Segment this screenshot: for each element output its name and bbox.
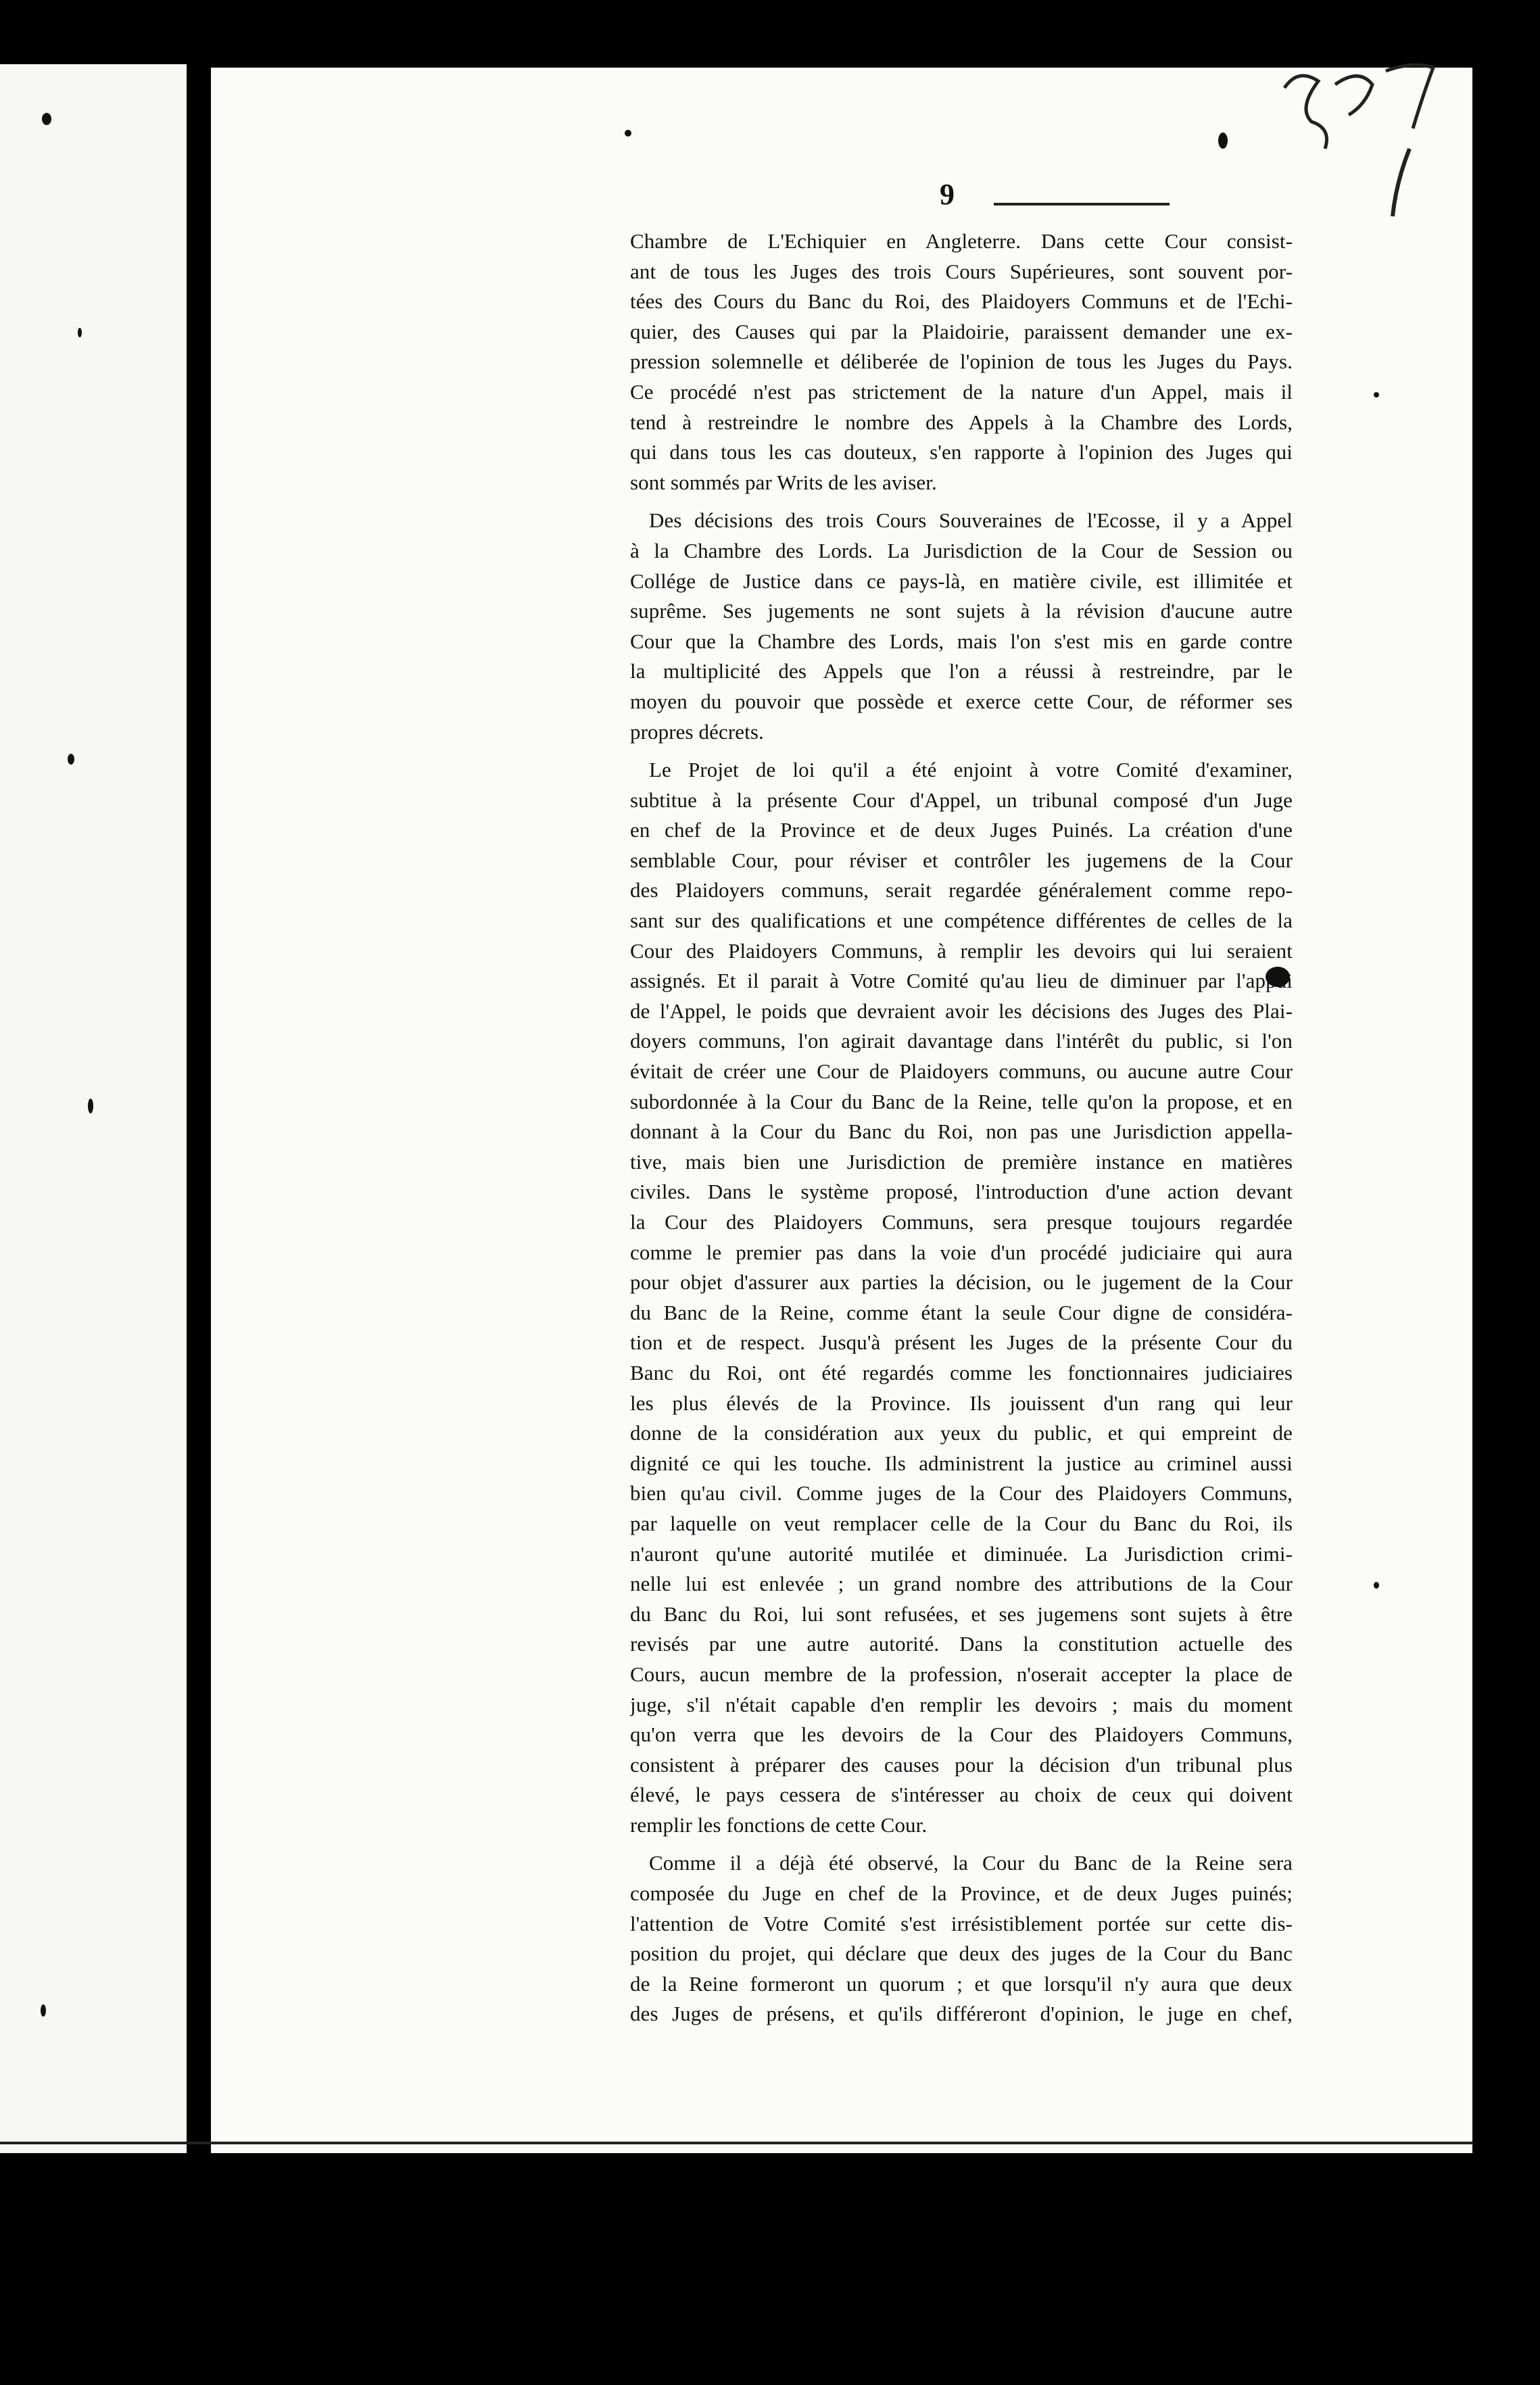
text-line: semblable Cour, pour réviser et contrôler les jugemens de la Cour xyxy=(630,848,1293,872)
text-line: dignité ce qui les touche. Ils administrent la justice au criminel aussi xyxy=(630,1451,1293,1475)
text-line: la multiplicité des Appels que l'on a réussi à restreindre, par le xyxy=(630,659,1293,683)
text-line: doyers communs, l'on agirait davantage dans l'intérêt du public, si l'on xyxy=(630,1029,1293,1053)
text-line: sant sur des qualifications et une compétence différentes de celles de la xyxy=(630,909,1293,933)
text-line: en chef de la Province et de deux Juges Puinés. La création d'une xyxy=(630,818,1293,842)
text-line: Cours, aucun membre de la profession, n'oserait accepter la place de xyxy=(630,1662,1293,1686)
paragraph-2 xyxy=(630,506,1293,747)
text-line: Ce procédé n'est pas strictement de la nature d'un Appel, mais il xyxy=(630,379,1293,404)
handwritten-folio-number xyxy=(1271,47,1453,223)
text-line: subordonnée à la Cour du Banc de la Reine, telle qu'on la propose, et en xyxy=(630,1089,1293,1113)
paragraph-1 xyxy=(630,226,1293,498)
text-line: Le Projet de loi qu'il a été enjoint à votre Comité d'examiner, xyxy=(649,758,1293,782)
text-line: nelle lui est enlevée ; un grand nombre des attributions de la Cour xyxy=(630,1572,1293,1596)
text-line: juge, s'il n'était capable d'en remplir les devoirs ; mais du moment xyxy=(630,1692,1293,1716)
facing-page-edge xyxy=(0,64,187,2153)
text-line: assignés. Et il parait à Votre Comité qu'au lieu de diminuer par l'appui xyxy=(630,969,1293,993)
text-line: Chambre de L'Echiquier en Angleterre. Dans cette Cour consist- xyxy=(630,229,1293,253)
text-line: quier, des Causes qui par la Plaidoirie, paraissent demander une ex- xyxy=(630,319,1293,343)
page-number: 9 xyxy=(940,178,955,211)
text-line: consistent à préparer des causes pour la décision d'un tribunal plus xyxy=(630,1752,1293,1777)
text-line: du Banc du Roi, lui sont refusées, et ses jugemens sont sujets à être xyxy=(630,1601,1293,1626)
text-line: civiles. Dans le système proposé, l'introduction d'une action devant xyxy=(630,1180,1293,1204)
text-line: du Banc de la Reine, comme étant la seule Cour digne de considéra- xyxy=(630,1300,1293,1324)
text-line: à la Chambre des Lords. La Jurisdiction de la Cour de Session ou xyxy=(630,538,1293,562)
text-line: Banc du Roi, ont été regardés comme les fonctionnaires judiciaires xyxy=(630,1360,1293,1384)
text-line: élevé, le pays cessera de s'intéresser au choix de ceux qui doivent xyxy=(630,1783,1293,1807)
paragraph-3 xyxy=(630,755,1293,1840)
text-line: de la Reine formeront un quorum ; et que lorsqu'il n'y aura que deux xyxy=(630,1971,1293,1996)
text-line: des Plaidoyers communs, serait regardée généralement comme repo- xyxy=(630,878,1293,902)
paragraph-4 xyxy=(630,1848,1293,2029)
text-line: comme le premier pas dans la voie d'un procédé judiciaire qui aura xyxy=(630,1240,1293,1264)
text-line: suprême. Ses jugements ne sont sujets à la révision d'aucune autre xyxy=(630,599,1293,623)
text-line: par laquelle on veut remplacer celle de la Cour du Banc du Roi, ils xyxy=(630,1511,1293,1535)
text-line: qu'on verra que les devoirs de la Cour des Plaidoyers Communs, xyxy=(630,1722,1293,1747)
text-line: revisés par une autre autorité. Dans la constitution actuelle des xyxy=(630,1632,1293,1656)
text-line: donnant à la Cour du Banc du Roi, non pas une Jurisdiction appella- xyxy=(630,1119,1293,1144)
text-line: donne de la considération aux yeux du public, et qui empreint de xyxy=(630,1421,1293,1445)
body-text xyxy=(630,226,1293,2029)
text-line: pression solemnelle et déliberée de l'opinion de tous les Juges du Pays. xyxy=(630,350,1293,374)
text-line: composée du Juge en chef de la Province, et de deux Juges puinés; xyxy=(630,1881,1293,1906)
text-line: sont sommés par Writs de les aviser. xyxy=(630,470,937,494)
text-line: les plus élevés de la Province. Ils jouissent d'un rang qui leur xyxy=(630,1391,1293,1415)
text-line: tive, mais bien une Jurisdiction de première instance en matières xyxy=(630,1149,1293,1174)
text-line: de l'Appel, le poids que devraient avoir les décisions des Juges des Plai- xyxy=(630,998,1293,1023)
text-line: ant de tous les Juges des trois Cours Supérieures, sont souvent por- xyxy=(630,259,1293,283)
text-line: Cour que la Chambre des Lords, mais l'on s'est mis en garde contre xyxy=(630,629,1293,653)
text-line: n'auront qu'une autorité mutilée et diminuée. La Jurisdiction crimi- xyxy=(630,1541,1293,1566)
text-line: tées des Cours du Banc du Roi, des Plaidoyers Communs et de l'Echi- xyxy=(630,289,1293,314)
decorative-rule xyxy=(994,203,1170,206)
text-line: évitait de créer une Cour de Plaidoyers communs, ou aucune autre Cour xyxy=(630,1059,1293,1084)
text-line: tion et de respect. Jusqu'à présent les Juges de la présente Cour du xyxy=(630,1330,1293,1355)
text-line: position du projet, qui déclare que deux des juges de la Cour du Banc xyxy=(630,1942,1293,1966)
text-line: remplir les fonctions de cette Cour. xyxy=(630,1812,928,1837)
text-line: propres décrets. xyxy=(630,719,764,744)
text-line: moyen du pouvoir que possède et exerce cette Cour, de réformer ses xyxy=(630,689,1293,713)
text-line: bien qu'au civil. Comme juges de la Cour des Plaidoyers Communs, xyxy=(630,1481,1293,1505)
text-line: Cour des Plaidoyers Communs, à remplir les devoirs qui lui seraient xyxy=(630,938,1293,963)
text-line: l'attention de Votre Comité s'est irrésistiblement portée sur cette dis- xyxy=(630,1911,1293,1935)
text-line: Comme il a déjà été observé, la Cour du Banc de la Reine sera xyxy=(649,1851,1293,1875)
text-line: Des décisions des trois Cours Souveraines de l'Ecosse, il y a Appel xyxy=(649,508,1293,533)
text-line: pour objet d'assurer aux parties la décision, ou le jugement de la Cour xyxy=(630,1270,1293,1295)
scan-edge-line xyxy=(0,2142,1472,2144)
text-line: qui dans tous les cas douteux, s'en rapporte à l'opinion des Juges qui xyxy=(630,440,1293,464)
text-line: tend à restreindre le nombre des Appels à la Chambre des Lords, xyxy=(630,410,1293,434)
text-line: des Juges de présens, et qu'ils différeront d'opinion, le juge en chef, xyxy=(630,2002,1293,2026)
text-line: Collége de Justice dans ce pays-là, en matière civile, est illimitée et xyxy=(630,569,1293,593)
text-line: subtitue à la présente Cour d'Appel, un tribunal composé d'un Juge xyxy=(630,788,1293,812)
text-line: la Cour des Plaidoyers Communs, sera presque toujours regardée xyxy=(630,1210,1293,1234)
